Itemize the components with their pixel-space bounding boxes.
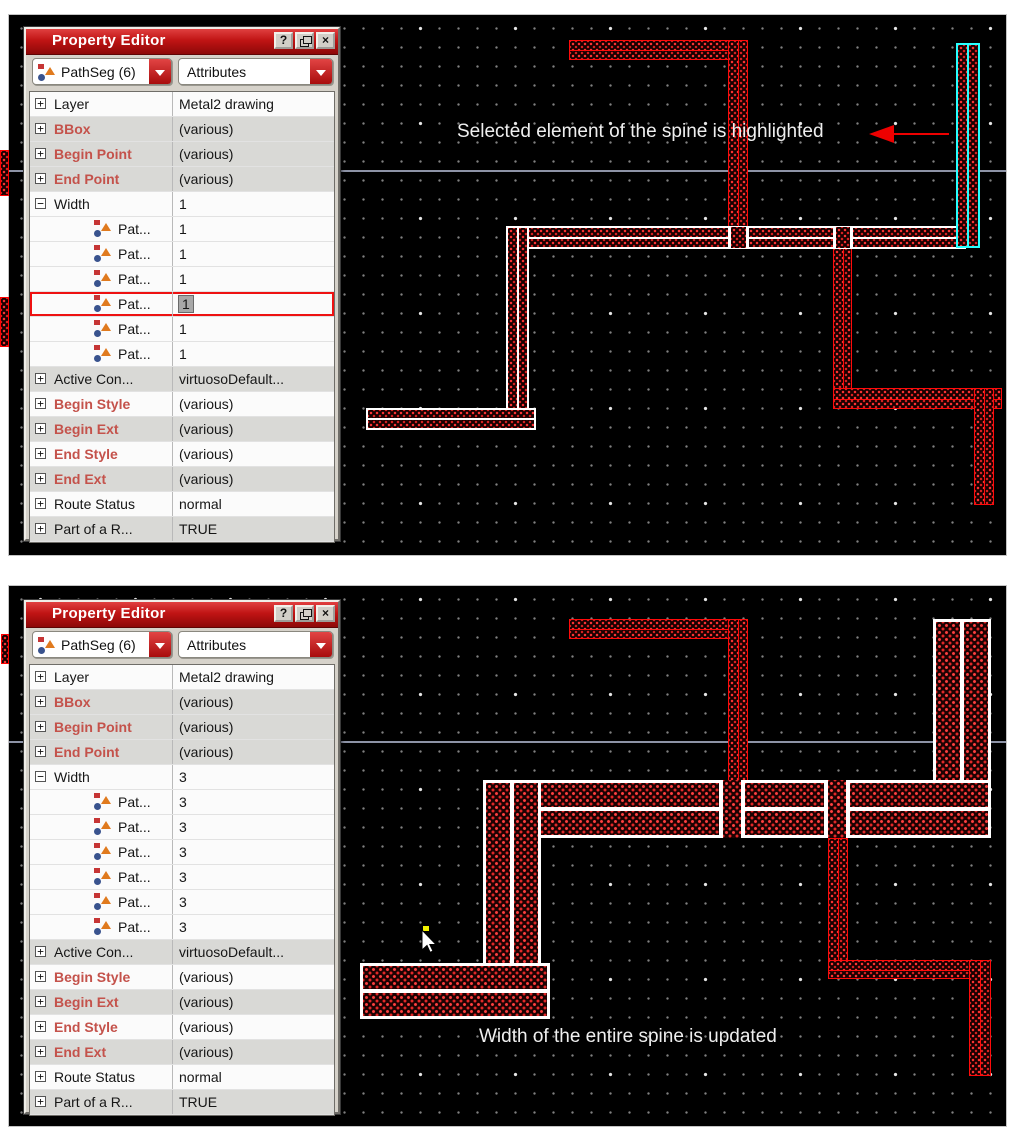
property-value: (various) — [179, 421, 234, 437]
property-value: (various) — [179, 744, 234, 760]
property-label: Route Status — [54, 1069, 135, 1085]
property-value: 3 — [179, 794, 187, 810]
pathseg-icon-square — [94, 918, 100, 923]
property-value: 3 — [179, 844, 187, 860]
path-centerline — [838, 839, 839, 978]
restore-button[interactable] — [295, 32, 314, 49]
property-label: Begin Ext — [54, 994, 119, 1010]
property-value-cell[interactable] — [172, 965, 334, 989]
pathseg-icon-square — [38, 637, 44, 642]
pathseg-icon-square — [94, 320, 100, 325]
property-row[interactable] — [30, 117, 334, 142]
property-label: End Style — [54, 446, 118, 462]
property-label: Layer — [54, 96, 90, 112]
expand-icon[interactable]: + — [35, 448, 46, 459]
property-row[interactable] — [30, 517, 334, 542]
help-button[interactable]: ? — [274, 32, 293, 49]
dropdown-arrow-icon[interactable] — [149, 632, 171, 657]
clipped-red-shape — [0, 150, 9, 196]
path-centerline — [570, 50, 747, 51]
expand-icon[interactable]: + — [35, 1046, 46, 1057]
property-label: Pat... — [118, 894, 151, 910]
pathseg-icon-square — [94, 843, 100, 848]
property-value-cell[interactable] — [172, 467, 334, 491]
pathseg-icon-triangle — [101, 323, 111, 331]
clipped-red-shape — [0, 297, 9, 347]
pathseg-icon-triangle — [101, 348, 111, 356]
annotation-text: Selected element of the spine is highlighted — [457, 121, 824, 142]
highlighted-spine-element[interactable] — [956, 43, 980, 248]
property-row[interactable] — [30, 417, 334, 442]
property-row[interactable] — [30, 367, 334, 392]
expand-icon[interactable]: + — [35, 123, 46, 134]
help-button[interactable]: ? — [274, 605, 293, 622]
property-value: 1 — [179, 246, 187, 262]
editor-toolbar — [26, 628, 338, 662]
pathseg-icon — [94, 868, 111, 885]
pathseg-icon — [94, 270, 111, 287]
expand-icon[interactable]: + — [35, 696, 46, 707]
property-row[interactable] — [30, 392, 334, 417]
path-centerline — [829, 970, 990, 971]
expand-icon[interactable]: + — [35, 498, 46, 509]
path-segment-red[interactable] — [974, 388, 994, 505]
spine-segment-selected-white[interactable] — [366, 408, 536, 430]
pathseg-icon-dot — [94, 878, 101, 885]
object-selector-label: PathSeg (6) — [61, 637, 136, 653]
pathseg-icon — [94, 843, 111, 860]
property-value-cell[interactable] — [172, 517, 334, 541]
property-label: End Ext — [54, 471, 107, 487]
property-value: (various) — [179, 396, 234, 412]
pathseg-icon-dot — [94, 255, 101, 262]
property-row[interactable] — [30, 940, 334, 965]
expand-icon[interactable]: + — [35, 721, 46, 732]
property-label: Part of a R... — [54, 521, 133, 537]
path-segment-red[interactable] — [828, 838, 848, 979]
property-value-cell[interactable] — [172, 790, 334, 814]
path-segment-red[interactable] — [828, 960, 991, 979]
expand-icon[interactable]: + — [35, 373, 46, 384]
collapse-icon[interactable]: − — [35, 771, 46, 782]
pathseg-icon — [94, 320, 111, 337]
property-value-cell[interactable] — [172, 117, 334, 141]
property-label: Pat... — [118, 794, 151, 810]
property-row[interactable] — [30, 690, 334, 715]
property-row[interactable] — [30, 990, 334, 1015]
pathseg-icon-dot — [94, 803, 101, 810]
value-edit-selected: 1 — [179, 296, 193, 312]
pathseg-icon — [94, 818, 111, 835]
expand-icon[interactable]: + — [35, 1071, 46, 1082]
pathseg-icon-square — [94, 270, 100, 275]
property-value: Metal2 drawing — [179, 96, 274, 112]
pathseg-icon — [94, 245, 111, 262]
property-label: Pat... — [118, 296, 151, 312]
property-value: (various) — [179, 446, 234, 462]
property-value: 1 — [179, 271, 187, 287]
property-value: normal — [179, 496, 222, 512]
property-label: Begin Point — [54, 719, 132, 735]
path-centerline — [980, 961, 981, 1075]
pathseg-icon-triangle — [101, 298, 111, 306]
view-selector-label: Attributes — [187, 64, 247, 80]
property-value: (various) — [179, 121, 234, 137]
path-segment-red[interactable] — [833, 248, 852, 409]
pathseg-icon-triangle — [101, 223, 111, 231]
property-value: 1 — [179, 346, 187, 362]
property-editor-window[interactable] — [24, 27, 340, 541]
property-label: Layer — [54, 669, 90, 685]
pathseg-icon-square — [38, 64, 44, 69]
pathseg-icon-triangle — [101, 796, 111, 804]
property-value: (various) — [179, 969, 234, 985]
property-label: Route Status — [54, 496, 135, 512]
property-value: 1 — [179, 221, 187, 237]
expand-icon[interactable]: + — [35, 473, 46, 484]
pathseg-icon-triangle — [101, 821, 111, 829]
property-label: Begin Ext — [54, 421, 119, 437]
property-value: (various) — [179, 1044, 234, 1060]
restore-icon — [303, 36, 312, 44]
expand-icon[interactable]: + — [35, 996, 46, 1007]
pathseg-icon-square — [94, 245, 100, 250]
property-label: Pat... — [118, 246, 151, 262]
property-value-cell[interactable] — [172, 740, 334, 764]
property-row[interactable] — [30, 1065, 334, 1090]
property-value-cell[interactable] — [172, 990, 334, 1014]
property-value-cell[interactable] — [172, 492, 334, 516]
expand-icon[interactable]: + — [35, 423, 46, 434]
clipped-red-shape — [1, 634, 9, 664]
expand-icon[interactable]: + — [35, 173, 46, 184]
pathseg-icon — [94, 295, 111, 312]
pathseg-icon-square — [94, 893, 100, 898]
spine-segment-selected-white[interactable] — [506, 226, 529, 430]
object-selector-combo[interactable] — [32, 58, 172, 85]
expand-icon[interactable]: + — [35, 98, 46, 109]
property-value: 1 — [179, 321, 187, 337]
pathseg-icon — [94, 918, 111, 935]
property-value-cell[interactable] — [172, 367, 334, 391]
path-centerline — [738, 620, 739, 780]
property-row[interactable] — [30, 1090, 334, 1115]
property-value-cell[interactable] — [172, 815, 334, 839]
annotation-text: Width of the entire spine is updated — [479, 1026, 777, 1047]
path-centerline — [517, 228, 519, 428]
property-value-cell[interactable] — [172, 890, 334, 914]
pathseg-icon-triangle — [101, 846, 111, 854]
property-value: (various) — [179, 719, 234, 735]
expand-icon[interactable]: + — [35, 1096, 46, 1107]
property-label: Part of a R... — [54, 1094, 133, 1110]
pathseg-icon — [38, 64, 55, 81]
property-value-cell[interactable] — [172, 940, 334, 964]
property-label: Begin Point — [54, 146, 132, 162]
property-row[interactable] — [30, 890, 334, 915]
property-row[interactable] — [30, 167, 334, 192]
pathseg-icon — [94, 220, 111, 237]
property-row[interactable] — [30, 267, 334, 292]
path-segment-red[interactable] — [728, 619, 748, 781]
property-value: (various) — [179, 994, 234, 1010]
path-centerline — [967, 45, 969, 246]
property-label: Pat... — [118, 919, 151, 935]
dropdown-arrow-icon[interactable] — [149, 59, 171, 84]
expand-icon[interactable]: + — [35, 1021, 46, 1032]
property-row[interactable] — [30, 915, 334, 940]
pathseg-icon — [94, 793, 111, 810]
annotation-arrow-line — [893, 133, 949, 135]
pathseg-icon-dot — [94, 280, 101, 287]
pathseg-icon-triangle — [101, 921, 111, 929]
property-label: Width — [54, 196, 90, 212]
property-value-cell[interactable] — [172, 242, 334, 266]
path-centerline — [368, 418, 534, 420]
pathseg-icon-square — [94, 295, 100, 300]
property-label: Pat... — [118, 221, 151, 237]
property-row[interactable] — [30, 242, 334, 267]
property-label: Active Con... — [54, 371, 134, 387]
property-value-cell[interactable] — [172, 765, 334, 789]
property-value-cell[interactable] — [172, 665, 334, 689]
property-row[interactable] — [30, 665, 334, 690]
property-value: virtuosoDefault... — [179, 944, 285, 960]
expand-icon[interactable]: + — [35, 946, 46, 957]
property-value: (various) — [179, 146, 234, 162]
property-value-cell[interactable] — [172, 915, 334, 939]
pathseg-icon-triangle — [101, 273, 111, 281]
property-value-cell[interactable] — [172, 167, 334, 191]
property-row[interactable] — [30, 92, 334, 117]
pathseg-icon-square — [94, 793, 100, 798]
property-row[interactable] — [30, 715, 334, 740]
expand-icon[interactable]: + — [35, 523, 46, 534]
object-selector-combo[interactable] — [32, 631, 172, 658]
path-segment-red[interactable] — [969, 960, 991, 1076]
property-row[interactable] — [30, 217, 334, 242]
property-label: Begin Style — [54, 396, 131, 412]
property-label: Pat... — [118, 321, 151, 337]
spine-crossing[interactable] — [824, 780, 850, 838]
property-value: 3 — [179, 819, 187, 835]
property-value-cell[interactable] — [172, 317, 334, 341]
pathseg-icon-triangle — [101, 871, 111, 879]
property-value-cell[interactable] — [172, 715, 334, 739]
path-segment-red[interactable] — [569, 40, 748, 60]
collapse-icon[interactable]: − — [35, 198, 46, 209]
spine-segment-wide[interactable] — [360, 963, 550, 1019]
restore-icon — [303, 609, 312, 617]
property-value-cell[interactable] — [172, 292, 334, 316]
property-table — [29, 91, 335, 543]
expand-icon[interactable]: + — [35, 398, 46, 409]
view-selector-combo[interactable] — [178, 631, 333, 658]
pathseg-icon-triangle — [101, 248, 111, 256]
property-value-cell[interactable] — [172, 442, 334, 466]
expand-icon[interactable]: + — [35, 671, 46, 682]
path-segment-red[interactable] — [569, 619, 748, 639]
window-title: Property Editor — [52, 605, 166, 622]
pathseg-icon-dot — [94, 828, 101, 835]
pathseg-icon — [94, 345, 111, 362]
property-label: Pat... — [118, 869, 151, 885]
property-value: 3 — [179, 894, 187, 910]
path-centerline — [843, 249, 844, 408]
property-value-cell[interactable] — [172, 417, 334, 441]
path-centerline — [363, 989, 547, 993]
property-value-cell[interactable] — [172, 217, 334, 241]
property-label: Pat... — [118, 271, 151, 287]
dropdown-arrow-icon[interactable] — [310, 632, 332, 657]
dropdown-arrow-icon[interactable] — [310, 59, 332, 84]
property-value: (various) — [179, 694, 234, 710]
mouse-cursor-white-arrow — [417, 926, 439, 961]
property-value: 3 — [179, 869, 187, 885]
pathseg-icon — [94, 893, 111, 910]
property-row[interactable] — [30, 790, 334, 815]
pathseg-icon-dot — [94, 330, 101, 337]
property-label: Width — [54, 769, 90, 785]
pathseg-icon-square — [94, 868, 100, 873]
property-value-cell[interactable] — [172, 1090, 334, 1114]
property-row[interactable] — [30, 1040, 334, 1065]
property-row[interactable] — [30, 467, 334, 492]
property-row[interactable] — [30, 840, 334, 865]
property-value-cell[interactable] — [172, 1040, 334, 1064]
pathseg-icon — [38, 637, 55, 654]
close-button[interactable]: × — [316, 32, 335, 49]
restore-button[interactable] — [295, 605, 314, 622]
property-value: 1 — [179, 196, 187, 212]
property-value: TRUE — [179, 1094, 218, 1110]
property-value-cell[interactable] — [172, 840, 334, 864]
pathseg-icon-triangle — [101, 896, 111, 904]
pathseg-icon-square — [94, 345, 100, 350]
property-label: BBox — [54, 121, 91, 137]
pathseg-icon-dot — [94, 230, 101, 237]
property-label: End Style — [54, 1019, 118, 1035]
property-value-cell[interactable] — [172, 192, 334, 216]
property-label: End Point — [54, 171, 120, 187]
property-value-cell[interactable] — [172, 1065, 334, 1089]
object-selector-label: PathSeg (6) — [61, 64, 136, 80]
pathseg-icon-dot — [94, 355, 101, 362]
property-value-cell[interactable] — [172, 267, 334, 291]
property-value: Metal2 drawing — [179, 669, 274, 685]
property-row[interactable] — [30, 765, 334, 790]
expand-icon[interactable]: + — [35, 148, 46, 159]
property-editor-window[interactable] — [24, 600, 340, 1114]
property-table — [29, 664, 335, 1116]
property-value-cell[interactable] — [172, 392, 334, 416]
view-selector-combo[interactable] — [178, 58, 333, 85]
window-title: Property Editor — [52, 32, 166, 49]
pathseg-icon-dot — [94, 928, 101, 935]
titlebar-buttons — [274, 32, 335, 49]
spine-crossing[interactable] — [728, 227, 749, 248]
property-value: 3 — [179, 919, 187, 935]
close-button[interactable]: × — [316, 605, 335, 622]
pathseg-icon-square — [94, 220, 100, 225]
annotation-arrow-head — [869, 125, 894, 143]
pathseg-icon-dot — [38, 647, 45, 654]
path-centerline — [570, 629, 747, 630]
pathseg-icon-triangle — [45, 640, 55, 648]
property-row[interactable] — [30, 192, 334, 217]
expand-icon[interactable]: + — [35, 971, 46, 982]
property-value: normal — [179, 1069, 222, 1085]
property-row[interactable] — [30, 317, 334, 342]
property-label: BBox — [54, 694, 91, 710]
property-row[interactable] — [30, 492, 334, 517]
window-titlebar[interactable] — [26, 29, 338, 55]
view-selector-label: Attributes — [187, 637, 247, 653]
property-row[interactable] — [30, 1015, 334, 1040]
pathseg-icon-dot — [94, 305, 101, 312]
property-value: (various) — [179, 171, 234, 187]
property-value-cell[interactable] — [172, 342, 334, 366]
pathseg-icon-dot — [94, 853, 101, 860]
editor-toolbar — [26, 55, 338, 89]
property-row[interactable] — [30, 865, 334, 890]
property-label: End Point — [54, 744, 120, 760]
property-label: End Ext — [54, 1044, 107, 1060]
property-value: TRUE — [179, 521, 218, 537]
path-centerline — [984, 389, 985, 504]
property-row[interactable] — [30, 740, 334, 765]
property-value: (various) — [179, 471, 234, 487]
titlebar-buttons — [274, 605, 335, 622]
property-label: Pat... — [118, 346, 151, 362]
spine-crossing[interactable] — [719, 780, 745, 838]
property-row[interactable] — [30, 292, 334, 317]
pathseg-icon-square — [94, 818, 100, 823]
property-row[interactable] — [30, 442, 334, 467]
pathseg-icon-triangle — [45, 67, 55, 75]
property-row[interactable] — [30, 965, 334, 990]
property-row[interactable] — [30, 142, 334, 167]
property-value-cell[interactable] — [172, 1015, 334, 1039]
property-value: 3 — [179, 769, 187, 785]
pathseg-icon-dot — [38, 74, 45, 81]
property-label: Pat... — [118, 819, 151, 835]
expand-icon[interactable]: + — [35, 746, 46, 757]
pathseg-icon-dot — [94, 903, 101, 910]
property-value: virtuosoDefault... — [179, 371, 285, 387]
property-label: Pat... — [118, 844, 151, 860]
spine-crossing[interactable] — [833, 227, 853, 248]
property-row[interactable] — [30, 815, 334, 840]
property-label: Begin Style — [54, 969, 131, 985]
property-value-cell[interactable] — [172, 142, 334, 166]
property-value-cell[interactable] — [172, 92, 334, 116]
property-row[interactable] — [30, 342, 334, 367]
property-value: (various) — [179, 1019, 234, 1035]
property-value-cell[interactable] — [172, 865, 334, 889]
property-label: Active Con... — [54, 944, 134, 960]
window-titlebar[interactable] — [26, 602, 338, 628]
property-value-cell[interactable] — [172, 690, 334, 714]
